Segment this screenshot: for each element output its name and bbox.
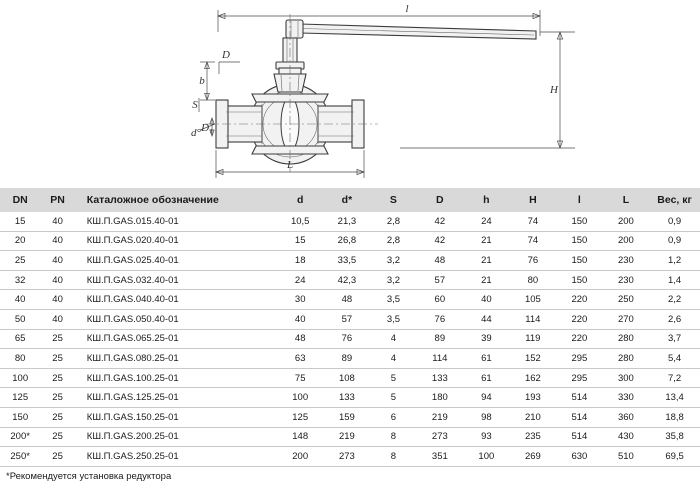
cell-l-small: 514 — [556, 388, 603, 408]
cell-catalog: КШ.П.GAS.040.40-01 — [75, 290, 277, 310]
cell-weight: 7,2 — [649, 368, 700, 388]
cell-pn: 40 — [40, 270, 74, 290]
table-row — [0, 212, 700, 231]
cell-d-big: 48 — [417, 251, 464, 271]
cell-dn: 15 — [14, 215, 26, 227]
cell-d-big: 273 — [417, 427, 464, 447]
cell-h-small: 21 — [463, 231, 510, 251]
cell-pn: 25 — [40, 447, 74, 466]
th-weight: Вес, кг — [649, 188, 700, 212]
table-row — [0, 349, 700, 369]
valve-handle — [276, 20, 536, 74]
cell-h-big: 76 — [510, 251, 557, 271]
cell-pn: 25 — [40, 368, 74, 388]
th-pn: PN — [40, 188, 74, 212]
cell-d: 40 — [277, 309, 324, 329]
th-catalog: Каталожное обозначение — [75, 188, 277, 212]
cell-d-big: 42 — [434, 215, 446, 227]
cell-d-star: 89 — [324, 349, 371, 369]
table-row — [0, 368, 700, 388]
cell-d-star: 21,3 — [337, 215, 357, 227]
cell-h-small: 39 — [463, 329, 510, 349]
th-l-big: L — [603, 188, 650, 212]
cell-s: 3,5 — [370, 290, 416, 310]
cell-pn: 40 — [40, 309, 74, 329]
cell-h-big: 269 — [510, 447, 557, 466]
cell-catalog: КШ.П.GAS.050.40-01 — [75, 309, 277, 329]
cell-d-big: 60 — [417, 290, 464, 310]
cell-dn: 50 — [0, 309, 40, 329]
cell-s: 5 — [370, 368, 416, 388]
cell-l-big: 230 — [603, 251, 650, 271]
cell-dn: 100 — [0, 368, 40, 388]
cell-h-small: 61 — [463, 368, 510, 388]
cell-l-big: 430 — [603, 427, 650, 447]
cell-d-star: 42,3 — [324, 270, 371, 290]
cell-s: 5 — [370, 388, 416, 408]
cell-weight: 2,6 — [649, 309, 700, 329]
cell-d: 100 — [277, 388, 324, 408]
table-header-row — [0, 188, 700, 212]
cell-catalog: КШ.П.GAS.025.40-01 — [75, 251, 277, 271]
cell-dn: 65 — [0, 329, 40, 349]
cell-weight: 13,4 — [649, 388, 700, 408]
cell-d-big: 180 — [417, 388, 464, 408]
specifications-table-wrap — [0, 188, 700, 482]
cell-l-small: 150 — [556, 270, 603, 290]
table-row — [0, 407, 700, 427]
cell-d-star: 76 — [324, 329, 371, 349]
table-row — [0, 329, 700, 349]
cell-catalog: КШ.П.GAS.100.25-01 — [75, 368, 277, 388]
table-row — [0, 251, 700, 271]
table-row — [0, 309, 700, 329]
th-h-small: h — [463, 188, 510, 212]
cell-weight: 1,2 — [649, 251, 700, 271]
cell-dn: 40 — [0, 290, 40, 310]
th-s: S — [370, 188, 416, 212]
valve-drawing-svg — [0, 0, 700, 188]
cell-pn: 25 — [40, 427, 74, 447]
cell-d-big: 76 — [417, 309, 464, 329]
table-footnote: *Рекомендуется установка редуктора — [0, 466, 700, 482]
cell-dn: 80 — [0, 349, 40, 369]
th-dn: DN — [0, 188, 40, 212]
technical-drawing — [0, 0, 700, 188]
dim-label-H: H — [550, 84, 558, 96]
cell-dn: 32 — [0, 270, 40, 290]
cell-pn: 25 — [40, 407, 74, 427]
cell-h-small: 24 — [481, 215, 492, 227]
cell-pn: 40 — [40, 290, 74, 310]
table-head — [0, 188, 700, 212]
table-row — [0, 388, 700, 408]
cell-d-big: 114 — [417, 349, 464, 369]
cell-pn: 40 — [40, 251, 74, 271]
cell-h-big: 119 — [510, 329, 557, 349]
cell-l-big: 200 — [617, 215, 634, 227]
cell-d: 10,5 — [290, 215, 310, 227]
cell-h-big: 193 — [510, 388, 557, 408]
cell-d-star: 273 — [324, 447, 371, 466]
cell-weight: 0,9 — [649, 231, 700, 251]
cell-l-small: 150 — [571, 215, 588, 227]
cell-l-big: 300 — [603, 368, 650, 388]
cell-l-small: 514 — [556, 407, 603, 427]
cell-weight: 18,8 — [649, 407, 700, 427]
table-row — [0, 270, 700, 290]
cell-l-small: 150 — [556, 231, 603, 251]
cell-s: 3,2 — [370, 270, 416, 290]
cell-weight: 0,9 — [667, 215, 682, 227]
cell-l-small: 220 — [556, 290, 603, 310]
cell-d-star: 48 — [324, 290, 371, 310]
cell-d: 18 — [277, 251, 324, 271]
cell-s: 4 — [370, 349, 416, 369]
cell-s: 2,8 — [386, 215, 401, 227]
dimension-height — [400, 32, 575, 148]
table-row — [0, 447, 700, 466]
cell-d: 48 — [277, 329, 324, 349]
dim-label-l-top: l — [405, 3, 409, 15]
cell-d-star: 26,8 — [324, 231, 371, 251]
cell-d: 24 — [277, 270, 324, 290]
cell-h-small: 40 — [463, 290, 510, 310]
cell-h-big: 235 — [510, 427, 557, 447]
cell-h-small: 100 — [463, 447, 510, 466]
cell-l-small: 295 — [556, 368, 603, 388]
th-l-small: l — [556, 188, 603, 212]
cell-h-big: 74 — [510, 231, 557, 251]
cell-catalog: КШ.П.GAS.080.25-01 — [75, 349, 277, 369]
cell-h-small: 21 — [463, 251, 510, 271]
cell-l-small: 220 — [556, 309, 603, 329]
cell-l-big: 280 — [603, 329, 650, 349]
cell-catalog: КШ.П.GAS.125.25-01 — [75, 388, 277, 408]
cell-catalog: КШ.П.GAS.250.25-01 — [75, 447, 277, 466]
cell-d: 125 — [277, 407, 324, 427]
specifications-table — [0, 188, 700, 466]
table-body — [0, 212, 700, 466]
cell-l-small: 220 — [556, 329, 603, 349]
cell-d-big: 133 — [417, 368, 464, 388]
cell-h-big: 80 — [510, 270, 557, 290]
cell-h-small: 98 — [463, 407, 510, 427]
cell-catalog: КШ.П.GAS.065.25-01 — [75, 329, 277, 349]
cell-l-small: 630 — [556, 447, 603, 466]
cell-d: 30 — [277, 290, 324, 310]
cell-pn: 25 — [40, 349, 74, 369]
cell-pn: 25 — [40, 329, 74, 349]
cell-l-big: 280 — [603, 349, 650, 369]
cell-s: 8 — [370, 447, 416, 466]
cell-l-small: 514 — [556, 427, 603, 447]
cell-catalog: КШ.П.GAS.015.40-01 — [86, 215, 179, 227]
cell-d-big: 89 — [417, 329, 464, 349]
cell-h-big: 74 — [527, 215, 539, 227]
cell-catalog: КШ.П.GAS.150.25-01 — [75, 407, 277, 427]
dim-label-d-angle: d° — [191, 127, 201, 139]
cell-d: 15 — [277, 231, 324, 251]
cell-h-big: 152 — [510, 349, 557, 369]
cell-l-big: 510 — [603, 447, 650, 466]
cell-l-big: 230 — [603, 270, 650, 290]
dim-label-b: b — [199, 75, 205, 87]
cell-s: 8 — [370, 427, 416, 447]
table-row — [0, 231, 700, 251]
cell-weight: 1,4 — [649, 270, 700, 290]
cell-l-big: 200 — [603, 231, 650, 251]
cell-h-big: 105 — [510, 290, 557, 310]
cell-weight: 3,7 — [649, 329, 700, 349]
dim-label-L: L — [286, 159, 294, 171]
cell-d-big: 219 — [417, 407, 464, 427]
cell-s: 3,2 — [370, 251, 416, 271]
cell-d-big: 57 — [417, 270, 464, 290]
cell-l-small: 150 — [556, 251, 603, 271]
dim-label-D1: D₁ — [201, 122, 213, 134]
table-row — [0, 290, 700, 310]
cell-dn: 20 — [0, 231, 40, 251]
cell-l-big: 270 — [603, 309, 650, 329]
th-d-star: d* — [324, 188, 371, 212]
cell-weight: 35,8 — [649, 427, 700, 447]
cell-d-star: 133 — [324, 388, 371, 408]
cell-catalog: КШ.П.GAS.032.40-01 — [75, 270, 277, 290]
cell-l-small: 295 — [556, 349, 603, 369]
cell-h-big: 210 — [510, 407, 557, 427]
cell-d: 148 — [277, 427, 324, 447]
th-h-big: H — [510, 188, 557, 212]
cell-dn: 25 — [0, 251, 40, 271]
cell-h-small: 94 — [463, 388, 510, 408]
cell-s: 6 — [370, 407, 416, 427]
cell-s: 4 — [370, 329, 416, 349]
dim-label-D: D — [222, 49, 230, 61]
cell-d: 63 — [277, 349, 324, 369]
cell-dn: 125 — [0, 388, 40, 408]
cell-s: 3,5 — [370, 309, 416, 329]
cell-dn: 250* — [0, 447, 40, 466]
cell-pn: 25 — [40, 388, 74, 408]
cell-h-big: 162 — [510, 368, 557, 388]
table-row — [0, 427, 700, 447]
cell-d-star: 159 — [324, 407, 371, 427]
cell-h-small: 44 — [463, 309, 510, 329]
cell-weight: 5,4 — [649, 349, 700, 369]
cell-d-star: 108 — [324, 368, 371, 388]
cell-s: 2,8 — [370, 231, 416, 251]
cell-d-star: 219 — [324, 427, 371, 447]
cell-h-small: 61 — [463, 349, 510, 369]
cell-d-big: 42 — [417, 231, 464, 251]
cell-catalog: КШ.П.GAS.200.25-01 — [75, 427, 277, 447]
cell-l-big: 250 — [603, 290, 650, 310]
cell-pn: 40 — [52, 215, 63, 227]
cell-dn: 150 — [0, 407, 40, 427]
cell-h-small: 93 — [463, 427, 510, 447]
cell-d-star: 33,5 — [324, 251, 371, 271]
cell-d: 75 — [277, 368, 324, 388]
th-d-big: D — [417, 188, 464, 212]
cell-pn: 40 — [40, 231, 74, 251]
cell-dn: 200* — [0, 427, 40, 447]
cell-d-big: 351 — [417, 447, 464, 466]
cell-l-big: 330 — [603, 388, 650, 408]
cell-catalog: КШ.П.GAS.020.40-01 — [75, 231, 277, 251]
cell-h-small: 21 — [463, 270, 510, 290]
cell-weight: 2,2 — [649, 290, 700, 310]
cell-l-big: 360 — [603, 407, 650, 427]
cell-weight: 69,5 — [649, 447, 700, 466]
cell-d-star: 57 — [324, 309, 371, 329]
th-d: d — [277, 188, 324, 212]
cell-d: 200 — [277, 447, 324, 466]
dim-label-S: S — [192, 99, 198, 111]
cell-h-big: 114 — [510, 309, 557, 329]
